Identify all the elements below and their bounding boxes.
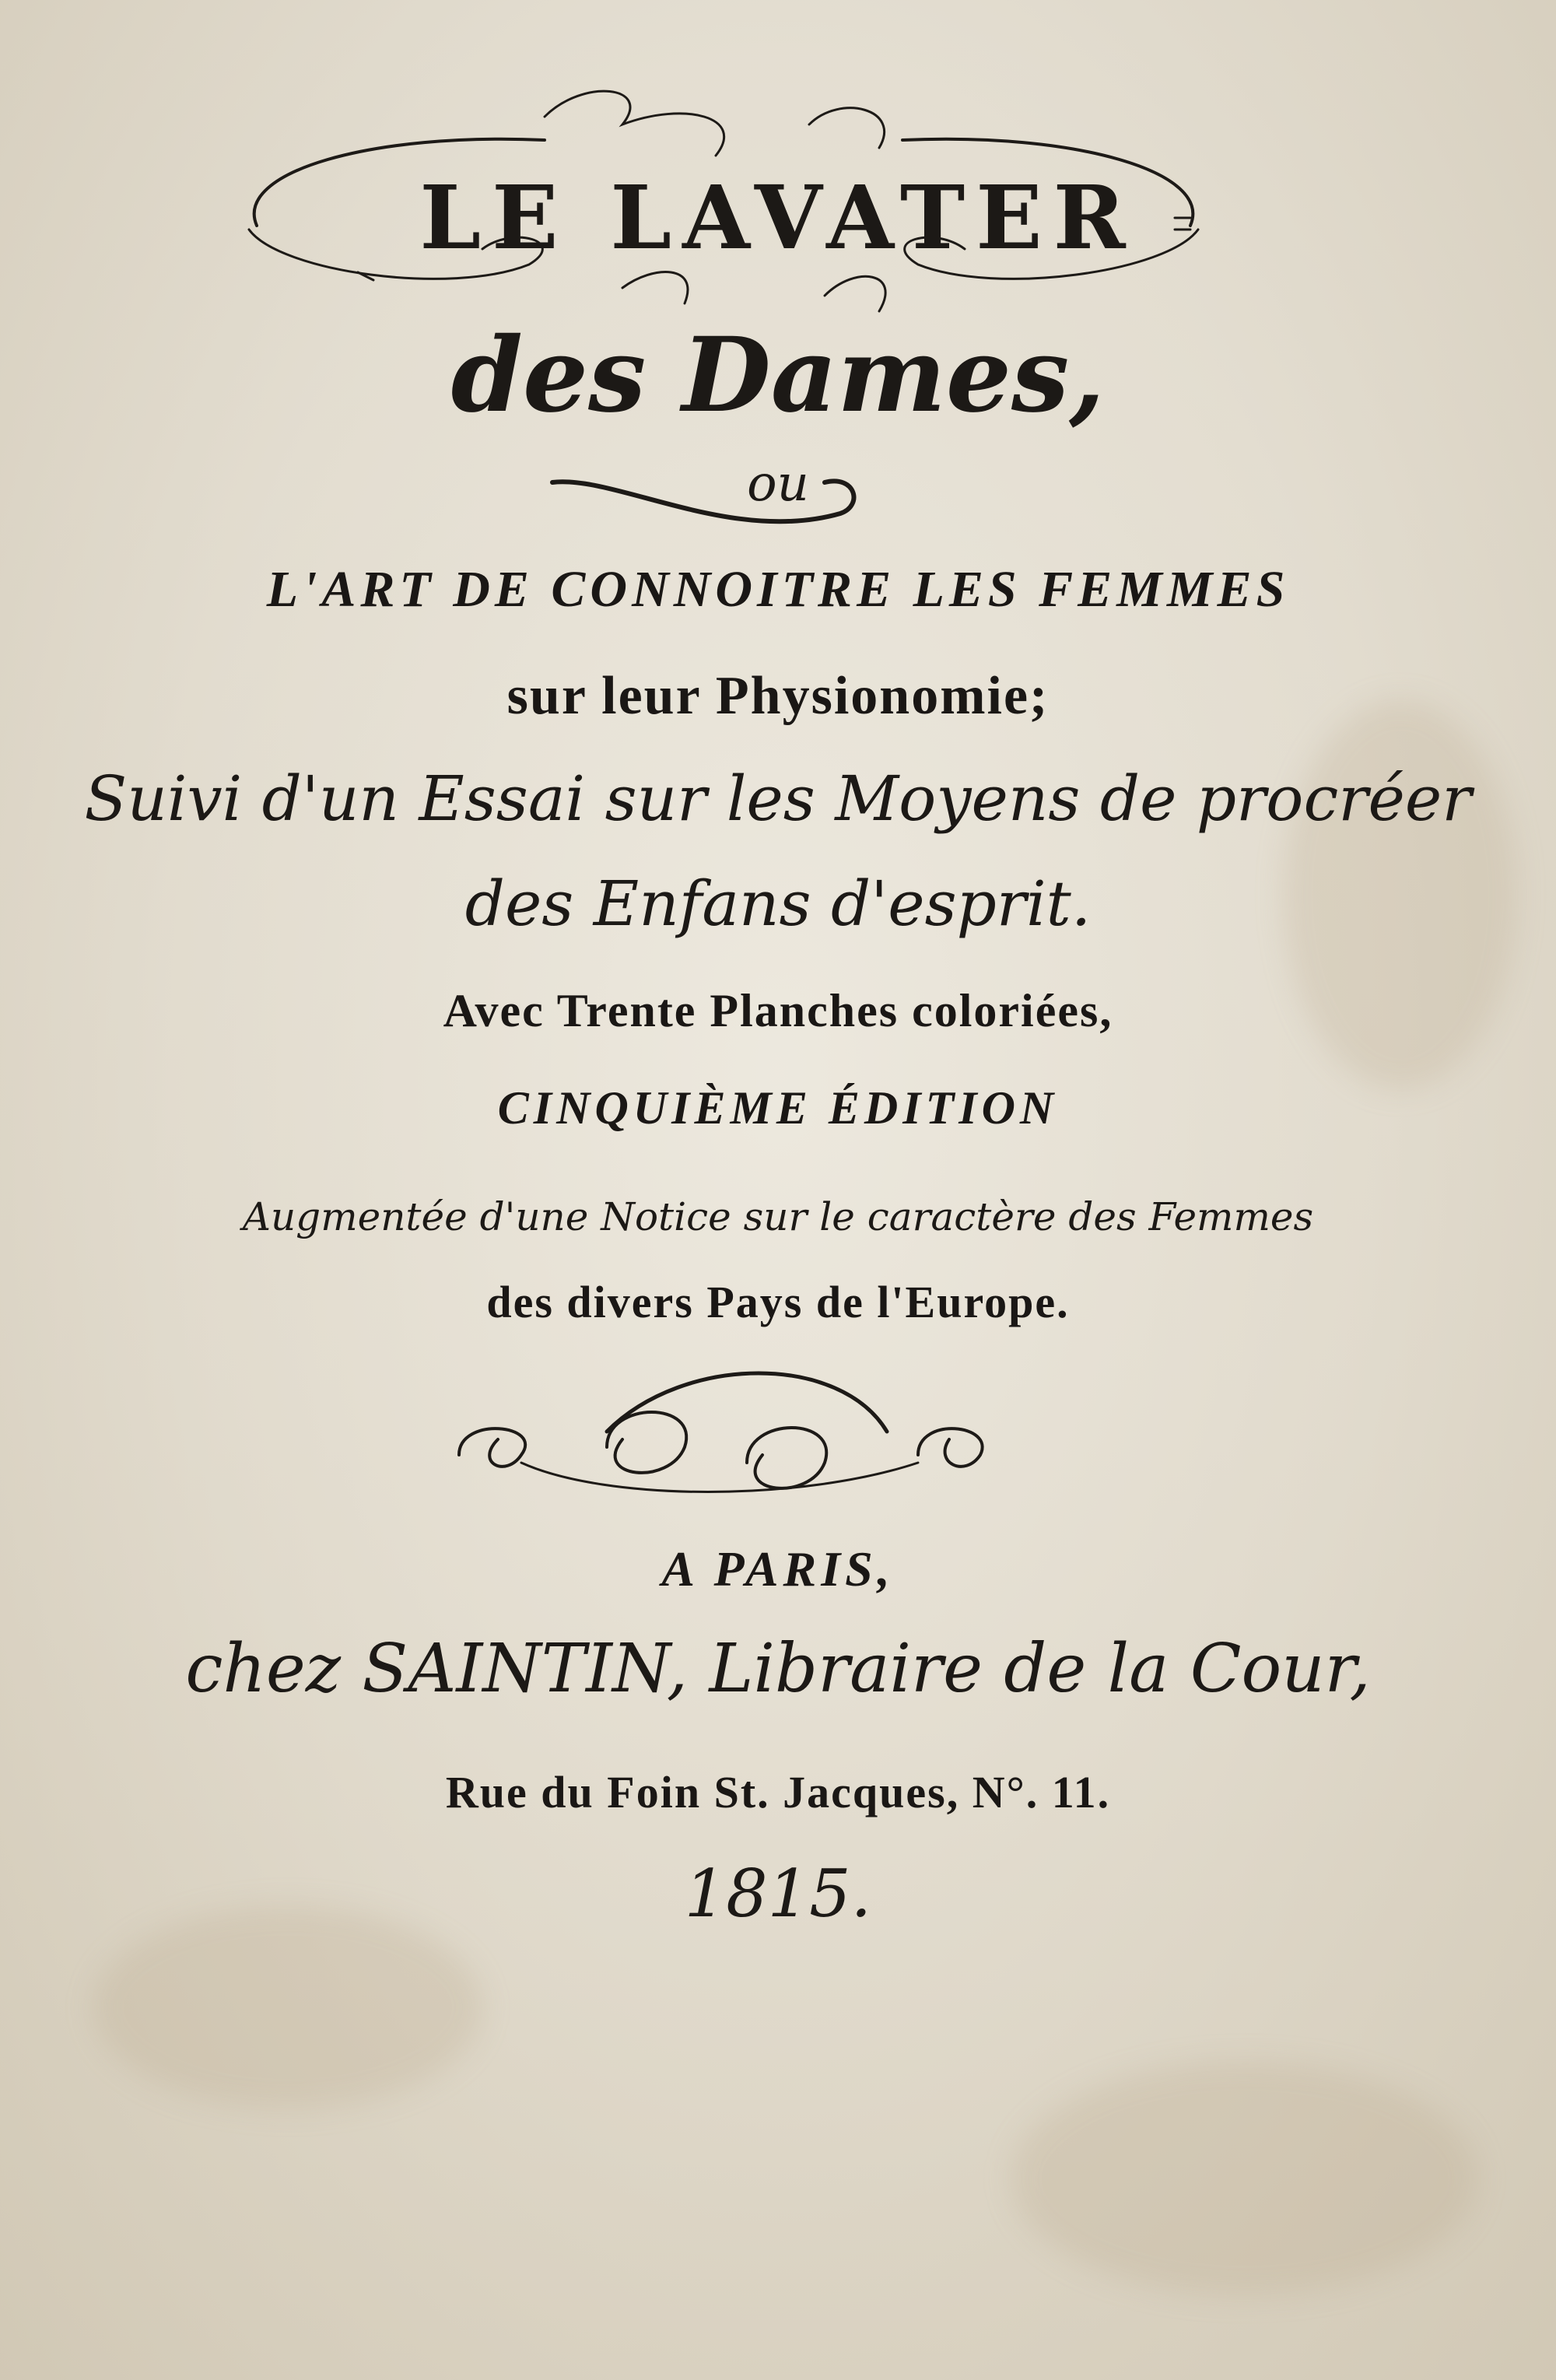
subtitle-roman: sur leur Physionomie; — [506, 666, 1050, 726]
year-line: 1815. — [684, 1856, 872, 1932]
augmented-line-1: Augmentée d'une Notice sur le caractère des Femmes — [242, 1194, 1314, 1239]
connector-ou: ou — [747, 455, 809, 513]
paper-stain — [1011, 2062, 1478, 2295]
title-line-2: des Dames, — [450, 315, 1106, 436]
augmented-line-2: des divers Pays de l'Europe. — [486, 1277, 1070, 1327]
title-line-1: LE LAVATER — [419, 167, 1137, 269]
essay-line-2: des Enfans d'esprit. — [464, 868, 1092, 940]
address-line: Rue du Foin St. Jacques, N°. 11. — [445, 1767, 1111, 1817]
edition-line: CINQUIÈME ÉDITION — [497, 1082, 1059, 1134]
essay-line-1: Suivi d'un Essai sur les Moyens de procréer — [84, 762, 1472, 835]
central-ornament — [451, 1354, 996, 1509]
city-line: A PARIS, — [661, 1541, 895, 1597]
subtitle-caps: L'ART DE CONNOITRE LES FEMMES — [266, 561, 1290, 618]
plates-line: Avec Trente Planches coloriées, — [443, 985, 1113, 1036]
publisher-line: chez SAINTIN, Libraire de la Cour, — [185, 1630, 1371, 1708]
paper-stain — [93, 1906, 482, 2108]
